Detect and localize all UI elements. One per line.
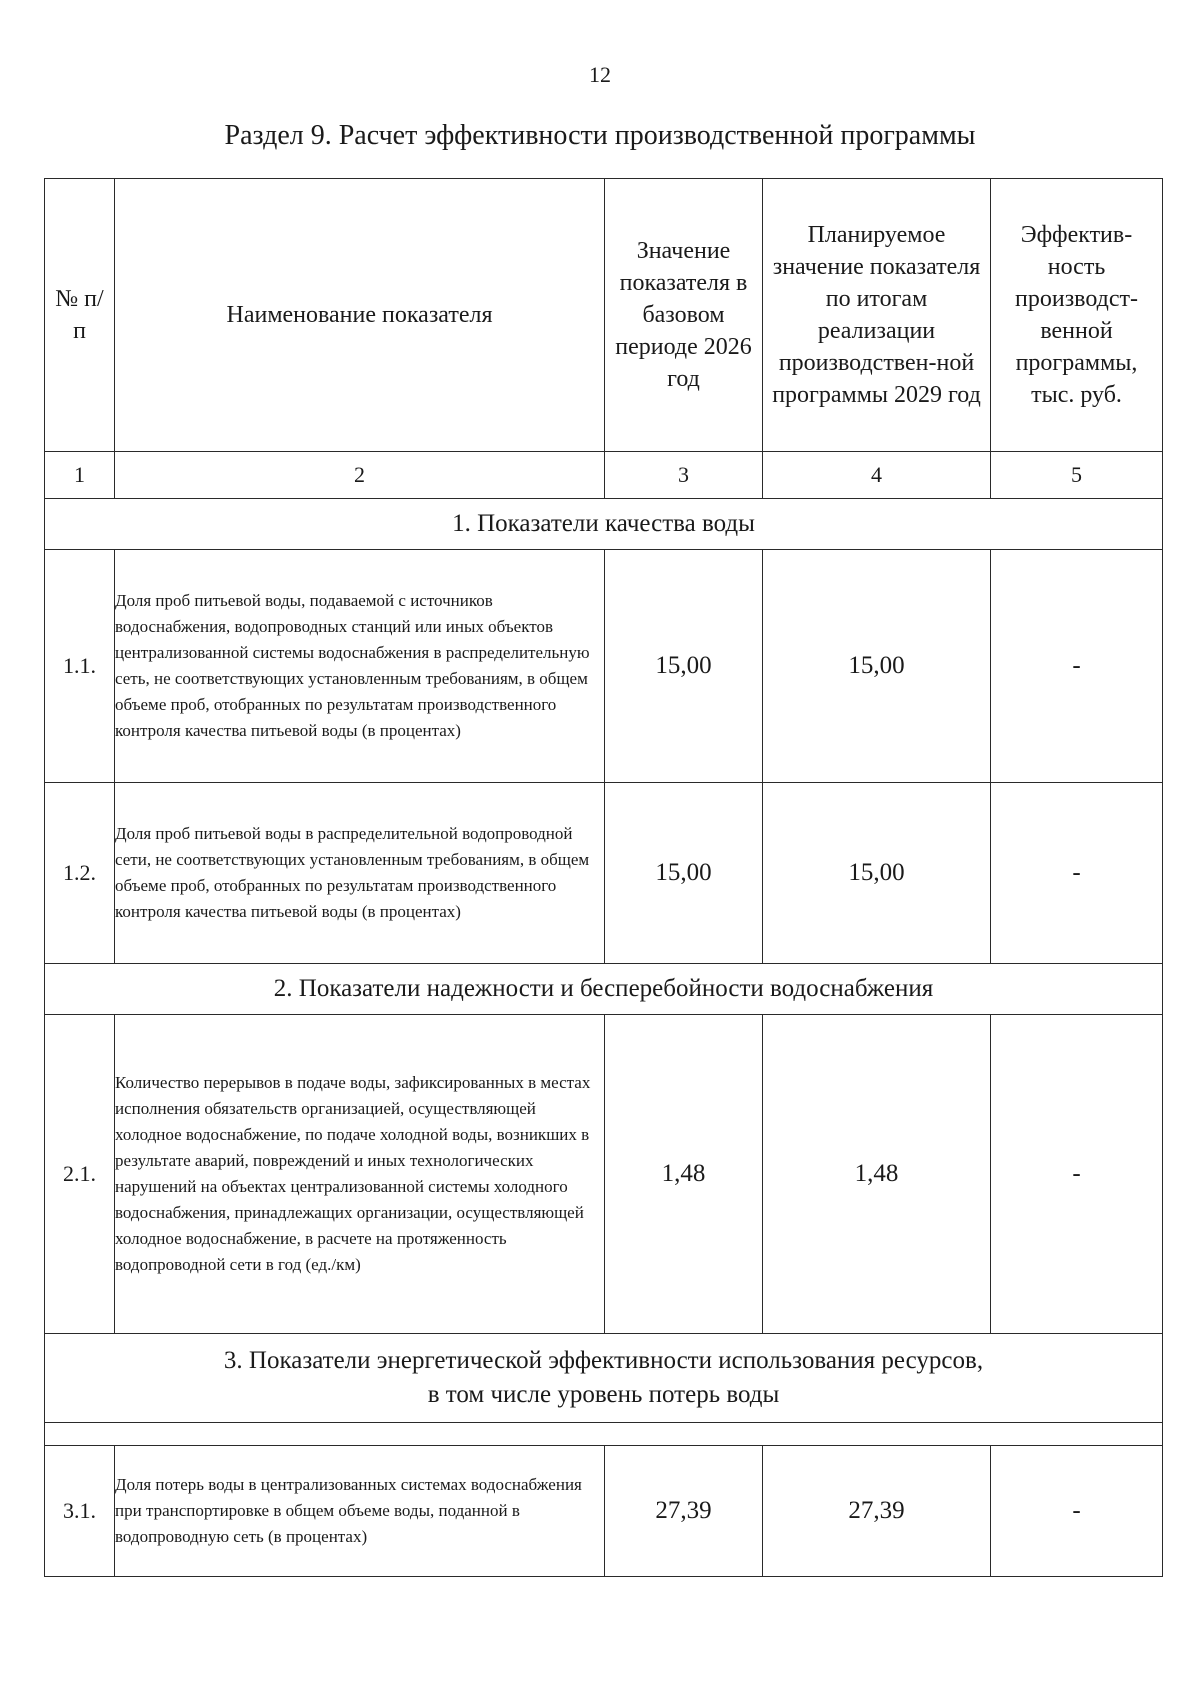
group-row: [45, 964, 1163, 1015]
table-header-row: [45, 179, 1163, 452]
efficiency-value: -: [991, 1015, 1163, 1334]
page-number: 12: [589, 62, 611, 87]
base-value: 15,00: [605, 783, 763, 964]
row-number: 1.1.: [45, 550, 115, 783]
row-number: 1.2.: [45, 783, 115, 964]
header-efficiency: Эффектив-ность производст-венной программы, тыс. руб.: [991, 179, 1163, 452]
spacer-cell: [45, 1423, 1163, 1446]
row-number: 2.1.: [45, 1015, 115, 1334]
indicator-name: Доля потерь воды в централизованных системах водоснабжения при транспортировке в общем объеме воды, поданной в водопроводную сеть (в процентах): [115, 1446, 605, 1577]
group-title: 2. Показатели надежности и бесперебойности водоснабжения: [45, 964, 1163, 1015]
efficiency-value: -: [991, 550, 1163, 783]
column-number: 4: [763, 452, 991, 499]
spacer-row: [45, 1423, 1163, 1446]
efficiency-table: [44, 178, 1163, 1577]
section-title: Раздел 9. Расчет эффективности производственной программы: [224, 120, 976, 151]
indicator-name: Доля проб питьевой воды в распределительной водопроводной сети, не соответствующих установленным требованиям, в общем объеме проб, отобранных по результатам производственного контроля качества питьевой воды (в процентах): [115, 783, 605, 964]
base-value: 15,00: [605, 550, 763, 783]
group-row: [45, 1334, 1163, 1423]
table-row: [45, 783, 1163, 964]
group-title-line: 3. Показатели энергетической эффективности использования ресурсов,: [223, 1347, 984, 1374]
efficiency-value: -: [991, 783, 1163, 964]
group-title: [45, 1334, 1163, 1423]
group-title-line: в том числе уровень потерь воды: [427, 1381, 780, 1408]
base-value: 27,39: [605, 1446, 763, 1577]
indicator-name: Количество перерывов в подаче воды, зафиксированных в местах исполнения обязательств организацией, осуществляющей холодное водоснабжение, по подаче холодной воды, возникших в результате аварий, повреждений и иных технологических нарушений на объектах централизованной системы холодного водоснабжения, принадлежащих организации, осуществляющей холодное водоснабжение, в расчете на протяженность водопроводной сети в год (ед./км): [115, 1015, 605, 1334]
table-row: [45, 1015, 1163, 1334]
header-indicator-name: Наименование показателя: [115, 179, 605, 452]
row-number: 3.1.: [45, 1446, 115, 1577]
planned-value: 15,00: [763, 550, 991, 783]
base-value: 1,48: [605, 1015, 763, 1334]
column-number: 3: [605, 452, 763, 499]
planned-value: 15,00: [763, 783, 991, 964]
group-row: [45, 499, 1163, 550]
indicator-name: Доля проб питьевой воды, подаваемой с источников водоснабжения, водопроводных станций или иных объектов централизованной системы водоснабжения в распределительную сеть, не соответствующих установленным требованиям, в общем объеме проб, отобранных по результатам производственного контроля качества питьевой воды (в процентах): [115, 550, 605, 783]
column-number: 2: [115, 452, 605, 499]
group-title: 1. Показатели качества воды: [45, 499, 1163, 550]
column-number: 5: [991, 452, 1163, 499]
column-number: 1: [45, 452, 115, 499]
planned-value: 1,48: [763, 1015, 991, 1334]
header-planned-value: Планируемое значение показателя по итогам реализации производствен-ной программы 2029 год: [763, 179, 991, 452]
table-row: [45, 1446, 1163, 1577]
header-number: № п/п: [45, 179, 115, 452]
planned-value: 27,39: [763, 1446, 991, 1577]
table-row: [45, 550, 1163, 783]
efficiency-value: -: [991, 1446, 1163, 1577]
column-numbers-row: [45, 452, 1163, 499]
header-base-value: Значение показателя в базовом периоде 2026 год: [605, 179, 763, 452]
